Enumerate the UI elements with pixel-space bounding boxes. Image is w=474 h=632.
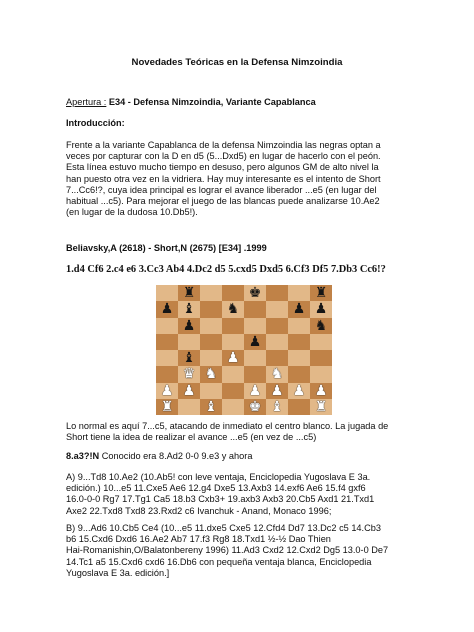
after-board-paragraph xyxy=(66,421,418,443)
white-pawn-icon: ♟ xyxy=(292,382,306,399)
board-square xyxy=(200,350,222,366)
section-b-line: 14.Tc1 a5 15.Cxd6 cxd6 16.Db6 con pequeña ventaja blanca, Enciclopedia xyxy=(66,556,372,567)
intro-line: habitual ...c5). Para mejorar el juego de las blancas puede analizarse 10.Ae2 xyxy=(66,196,380,207)
game-moves: 1.d4 Cf6 2.c4 e6 3.Cc3 Ab4 4.Dc2 d5 5.cxd5 Dxd5 6.Cf3 Df5 7.Db3 Cc6!? xyxy=(66,264,386,275)
board-square xyxy=(178,285,200,301)
section-a-line: 16.0-0-0 Rg7 17.Tg1 Ca5 18.b3 Cxb3+ 19.axb3 Axb3 20.Cb5 Axd1 21.Txd1 xyxy=(66,494,375,505)
board-square xyxy=(222,399,244,415)
intro-line: han puesto otra vez en la vidriera. Hay muy interesante es el intento de Short xyxy=(66,173,381,184)
board-square xyxy=(178,366,200,382)
line-8-move: 8.a3?!N xyxy=(66,451,100,461)
board-square xyxy=(156,318,178,334)
white-knight-icon: ♞ xyxy=(204,366,218,383)
board-square xyxy=(244,318,266,334)
board-square xyxy=(156,366,178,382)
board-square xyxy=(266,366,288,382)
board-square xyxy=(222,301,244,317)
white-queen-icon: ♛ xyxy=(182,366,196,383)
board-square xyxy=(178,334,200,350)
black-bishop-icon: ♝ xyxy=(182,350,196,367)
board-square xyxy=(156,399,178,415)
black-king-icon: ♚ xyxy=(248,285,262,302)
black-rook-icon: ♜ xyxy=(314,285,328,302)
board-square xyxy=(288,334,310,350)
board-square xyxy=(266,399,288,415)
black-knight-icon: ♞ xyxy=(226,301,240,318)
board-square xyxy=(222,334,244,350)
section-a-line: A) 9...Td8 10.Ae2 (10.Ab5! con leve ventaja, Enciclopedia Yugoslava E 3a. xyxy=(66,472,371,482)
white-bishop-icon: ♝ xyxy=(204,398,218,415)
board-square xyxy=(222,285,244,301)
section-a-line: edición.) 10...e5 11.Cxe5 Ae6 12.g4 Dxe5 13.Axb3 14.exf6 Ae6 15.f4 gxf6 xyxy=(66,483,366,494)
board-square xyxy=(178,383,200,399)
black-bishop-icon: ♝ xyxy=(182,301,196,318)
black-rook-icon: ♜ xyxy=(182,285,196,302)
board-square xyxy=(200,399,222,415)
intro-line: Frente a la variante Capablanca de la defensa Nimzoindia las negras optan a xyxy=(66,140,381,150)
board-square xyxy=(200,318,222,334)
board-square xyxy=(288,383,310,399)
section-a xyxy=(66,472,418,517)
game-header: Beliavsky,A (2618) - Short,N (2675) [E34] .1999 xyxy=(66,243,267,253)
opening-line xyxy=(66,97,418,108)
board-square xyxy=(310,334,332,350)
board-square xyxy=(310,399,332,415)
section-b-line: Hai-Romanishin,O/Balatonbereny 1996) 11.Ad3 Cxd2 12.Cxd2 Dg5 13.0-0 De7 xyxy=(66,545,389,556)
board-square xyxy=(222,350,244,366)
board-square xyxy=(200,383,222,399)
section-b-line: B) 9...Ad6 10.Cb5 Ce4 (10...e5 11.dxe5 Cxe5 12.Cfd4 Dd7 13.Dc2 c5 14.Cb3 xyxy=(66,523,381,533)
white-pawn-icon: ♟ xyxy=(248,382,262,399)
board-square xyxy=(244,285,266,301)
section-b-line: b6 15.Cxd6 Dxd6 16.Ae2 Ab7 17.f3 Rg8 18.Txd1 ½-½ Dao Thien xyxy=(66,534,331,545)
board-square xyxy=(266,318,288,334)
board-square xyxy=(288,318,310,334)
board-square xyxy=(244,301,266,317)
white-king-icon: ♚ xyxy=(248,398,262,415)
white-bishop-icon: ♝ xyxy=(270,398,284,415)
white-pawn-icon: ♟ xyxy=(160,382,174,399)
line-8 xyxy=(66,451,418,462)
board-square xyxy=(288,350,310,366)
board-square xyxy=(310,366,332,382)
board-square xyxy=(310,383,332,399)
board-square xyxy=(200,301,222,317)
board-square xyxy=(266,285,288,301)
board-square xyxy=(178,399,200,415)
board-square xyxy=(266,350,288,366)
board-square xyxy=(244,334,266,350)
board-square xyxy=(266,301,288,317)
board-square xyxy=(156,334,178,350)
board-square xyxy=(288,399,310,415)
board-square xyxy=(156,285,178,301)
section-b-line: Yugoslava E 3a. edición.] xyxy=(66,567,170,578)
board-square xyxy=(288,285,310,301)
chess-board xyxy=(156,285,332,415)
board-square xyxy=(288,366,310,382)
board-square xyxy=(310,285,332,301)
board-square xyxy=(310,350,332,366)
board-square xyxy=(156,383,178,399)
black-pawn-icon: ♟ xyxy=(248,333,262,350)
intro-line: Esta línea estuvo mucho tiempo en desuso, pero algunos GM de alto nivel la xyxy=(66,162,379,173)
board-square xyxy=(156,350,178,366)
black-pawn-icon: ♟ xyxy=(292,301,306,318)
board-square xyxy=(266,334,288,350)
white-pawn-icon: ♟ xyxy=(226,350,240,367)
white-rook-icon: ♜ xyxy=(314,398,328,415)
line-8-text: Conocido era 8.Ad2 0-0 9.e3 y ahora xyxy=(99,451,253,461)
intro-line: veces por capturar con la D en d5 (5...Dxd5) en lugar de hacerlo con el peón. xyxy=(66,151,381,162)
board-square xyxy=(200,334,222,350)
intro-line: (en lugar de la dudosa 10.Db5!). xyxy=(66,207,198,218)
document-title: Novedades Teóricas en la Defensa Nimzoindia xyxy=(131,57,343,68)
intro-paragraph xyxy=(66,140,418,218)
white-rook-icon: ♜ xyxy=(160,398,174,415)
black-pawn-icon: ♟ xyxy=(314,301,328,318)
board-square xyxy=(200,366,222,382)
section-b xyxy=(66,523,418,579)
board-square xyxy=(244,399,266,415)
opening-value: E34 - Defensa Nimzoindia, Variante Capablanca xyxy=(106,97,316,107)
board-square xyxy=(244,366,266,382)
board-square xyxy=(178,318,200,334)
board-square xyxy=(156,301,178,317)
black-pawn-icon: ♟ xyxy=(160,301,174,318)
opening-label: Apertura : xyxy=(66,97,107,107)
black-knight-icon: ♞ xyxy=(314,317,328,334)
para-line: Lo normal es aquí 7...c5, atacando de inmediato el centro blanco. La jugada de xyxy=(66,421,389,431)
board-square xyxy=(222,366,244,382)
board-square xyxy=(222,318,244,334)
board-square xyxy=(310,318,332,334)
para-line: Short tiene la idea de realizar el avance ...e5 (en vez de ...c5) xyxy=(66,432,317,443)
black-pawn-icon: ♟ xyxy=(182,317,196,334)
intro-line: 7...Cc6!?, cuya idea principal es lograr el avance liberador ...e5 (en lugar del xyxy=(66,184,377,195)
board-square xyxy=(266,383,288,399)
section-a-line: Axe2 22.Txd8 Txd8 23.Rxd2 c6 Ivanchuk - Anand, Monaco 1996; xyxy=(66,505,332,516)
white-pawn-icon: ♟ xyxy=(270,382,284,399)
board-square xyxy=(288,301,310,317)
board-square xyxy=(244,383,266,399)
intro-heading: Introducción: xyxy=(66,118,125,128)
board-square xyxy=(178,301,200,317)
white-pawn-icon: ♟ xyxy=(314,382,328,399)
board-square xyxy=(200,285,222,301)
board-square xyxy=(310,301,332,317)
board-square xyxy=(222,383,244,399)
white-knight-icon: ♞ xyxy=(270,366,284,383)
white-pawn-icon: ♟ xyxy=(182,382,196,399)
board-square xyxy=(178,350,200,366)
board-square xyxy=(244,350,266,366)
